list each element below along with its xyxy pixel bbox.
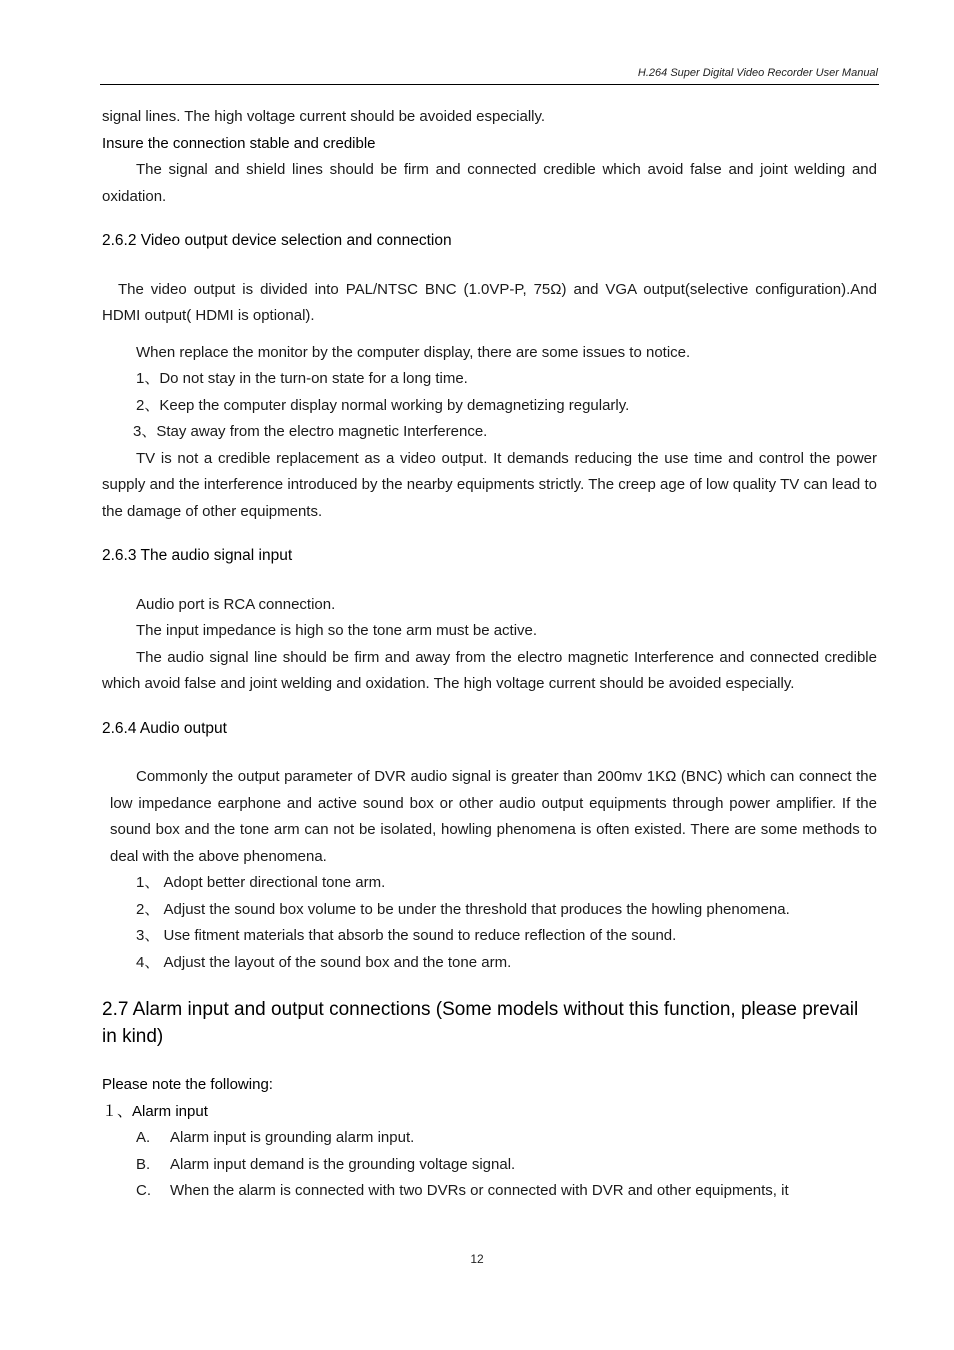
s262-list-item: 1、Do not stay in the turn-on state for a long time. [136, 370, 468, 387]
section-heading-2-7: 2.7 Alarm input and output connections (Some models without this function, please prevail in kind) [102, 999, 859, 1047]
s27-list-item [102, 1125, 877, 1152]
s264-list-item: 4、 Adjust the layout of the sound box and the tone arm. [136, 953, 512, 971]
intro-paragraph: The signal and shield lines should be firm and connected credible which avoid false and joint welding and oxidation. [102, 161, 877, 205]
s27-list-item [102, 1152, 877, 1179]
list-text: Alarm input is grounding alarm input. [170, 1129, 415, 1146]
list-text: Alarm input demand is the grounding voltage signal. [170, 1155, 516, 1173]
section-heading-2-6-4: 2.6.4 Audio output [102, 719, 227, 737]
s263-paragraph-2: The input impedance is high so the tone arm must be active. [136, 622, 538, 639]
s263-paragraph-3: The audio signal line should be firm and away from the electro magnetic Interference and connected credible which avoid false and joint welding and oxidation. The high voltage current should be avoided especially. [102, 648, 877, 692]
s264-list-item: 1、 Adopt better directional tone arm. [136, 874, 386, 891]
s262-paragraph-2: When replace the monitor by the computer display, there are some issues to notice. [136, 343, 691, 361]
s262-list-item: 2、Keep the computer display normal working by demagnetizing regularly. [136, 396, 630, 414]
s264-paragraph-wrap [102, 764, 877, 870]
s27-list-item [102, 1178, 877, 1205]
section-heading-2-6-2: 2.6.2 Video output device selection and connection [102, 232, 452, 249]
s262-paragraph-1: The video output is divided into PAL/NTSC BNC (1.0VP-P, 75Ω) and VGA output(selective configuration).And HDMI output( HDMI is optional). [102, 280, 877, 324]
s262-list-item: 3、Stay away from the electro magnetic Interference. [133, 423, 488, 440]
list-letter: A. [136, 1129, 151, 1146]
s27-subheading-alarm-input: １、Alarm input [102, 1102, 208, 1120]
list-letter: C. [136, 1182, 151, 1199]
running-header: H.264 Super Digital Video Recorder User Manual [637, 67, 878, 79]
intro-line: signal lines. The high voltage current should be avoided especially. [102, 108, 546, 125]
page-number: 12 [470, 1252, 484, 1266]
list-letter: B. [136, 1155, 151, 1173]
s264-list-item: 3、 Use fitment materials that absorb the sound to reduce reflection of the sound. [136, 927, 677, 944]
s263-paragraph-1: Audio port is RCA connection. [136, 595, 336, 613]
s264-paragraph-1: Commonly the output parameter of DVR audio signal is greater than 200mv 1KΩ (BNC) which can connect the low impedance earphone and active sound box or other audio output equipments through power amplifier. If the sound box and the tone arm can not be isolated, howling phenomena is often existed. There are some methods to deal with the above phenomena. [110, 768, 877, 865]
section-heading-2-6-3: 2.6.3 The audio signal input [102, 547, 293, 564]
page-body [102, 104, 877, 1205]
s264-list-item: 2、 Adjust the sound box volume to be under the threshold that produces the howling phenomena. [136, 900, 790, 918]
header-rule [100, 84, 879, 85]
s262-paragraph-3: TV is not a credible replacement as a video output. It demands reducing the use time and control the power supply and the interference introduced by the nearby equipments strictly. The creep age of low quality TV can lead to the damage of other equipments. [102, 449, 877, 520]
intro-subheading: Insure the connection stable and credible [102, 134, 376, 152]
s27-note: Please note the following: [102, 1076, 273, 1093]
list-text: When the alarm is connected with two DVRs or connected with DVR and other equipments, it [170, 1182, 789, 1199]
